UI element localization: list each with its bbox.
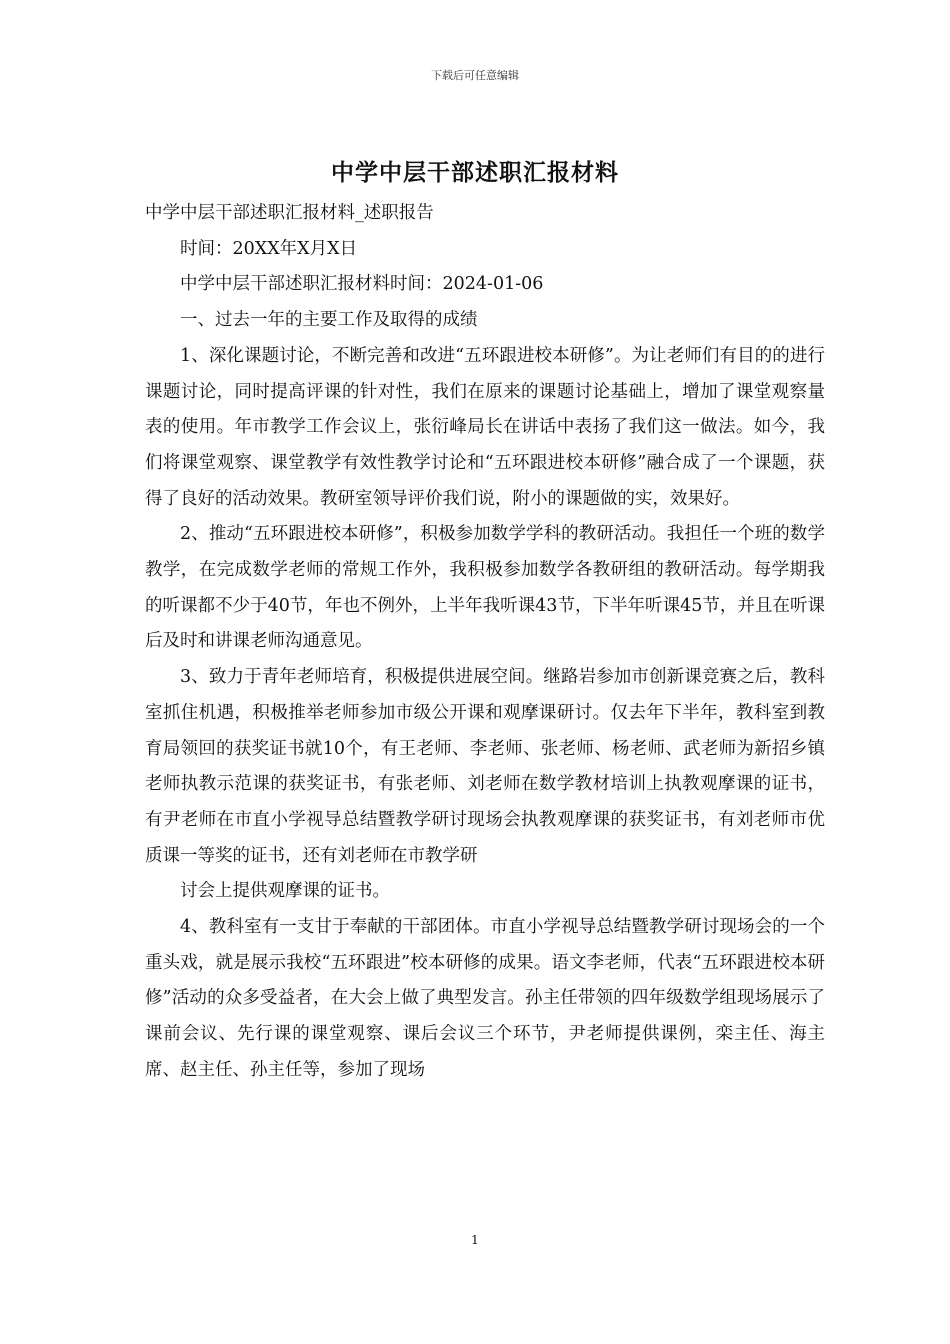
paragraph: 中学中层干部述职汇报材料时间：2024-01-06 <box>180 274 544 295</box>
paragraph: 2、推动“五环跟进校本研修”，积极参加数学学科的教研活动。我担任一个班的数学教学，在完成数学老师的常规工作外，我积极参加数学各教研组的教研活动。每学期我的听课都不少于40节，年也不例外，上半年我听课43节，下半年听课45节，并且在听课后及时和讲课老师沟通意见。 <box>145 524 825 652</box>
page-number: 1 <box>471 1233 479 1247</box>
paragraph: 中学中层干部述职汇报材料_述职报告 <box>145 203 434 223</box>
header-note: 下载后可任意编辑 <box>431 69 519 82</box>
paragraph: 时间：20XX年X月X日 <box>180 238 358 259</box>
paragraph: 4、教科室有一支甘于奉献的干部团体。市直小学视导总结暨教学研讨现场会的一个重头戏，就是展示我校“五环跟进”校本研修的成果。语文李老师，代表“五环跟进校本研修”活动的众多受益者，在大会上做了典型发言。孙主任带领的四年级数学组现场展示了课前会议、先行课的课堂观察、课后会议三个环节，尹老师提供课例，栾主任、海主席、赵主任、孙主任等，参加了现场 <box>145 917 825 1080</box>
paragraph: 讨会上提供观摩课的证书。 <box>180 881 390 902</box>
document-body <box>145 196 825 1089</box>
paragraph: 1、深化课题讨论，不断完善和改进“五环跟进校本研修”。为让老师们有目的的进行课题讨论，同时提高评课的针对性，我们在原来的课题讨论基础上，增加了课堂观察量表的使用。年市教学工作会议上，张衍峰局长在讲话中表扬了我们这一做法。如今，我们将课堂观察、课堂教学有效性教学讨论和“五环跟进校本研修”融合成了一个课题，获得了良好的活动效果。教研室领导评价我们说，附小的课题做的实，效果好。 <box>145 345 825 509</box>
section-heading: 一、过去一年的主要工作及取得的成绩 <box>180 310 478 331</box>
document-title: 中学中层干部述职汇报材料 <box>331 160 619 186</box>
paragraph: 3、致力于青年老师培育，积极提供进展空间。继路岩参加市创新课竞赛之后，教科室抓住机遇，积极推举老师参加市级公开课和观摩课研讨。仅去年下半年，教科室到教育局领回的获奖证书就10个，有王老师、李老师、张老师、杨老师、武老师为新招乡镇老师执教示范课的获奖证书，有张老师、刘老师在数学教材培训上执教观摩课的证书，有尹老师在市直小学视导总结暨教学研讨现场会执教观摩课的获奖证书，有刘老师市优质课一等奖的证书，还有刘老师在市教学研 <box>145 667 825 866</box>
